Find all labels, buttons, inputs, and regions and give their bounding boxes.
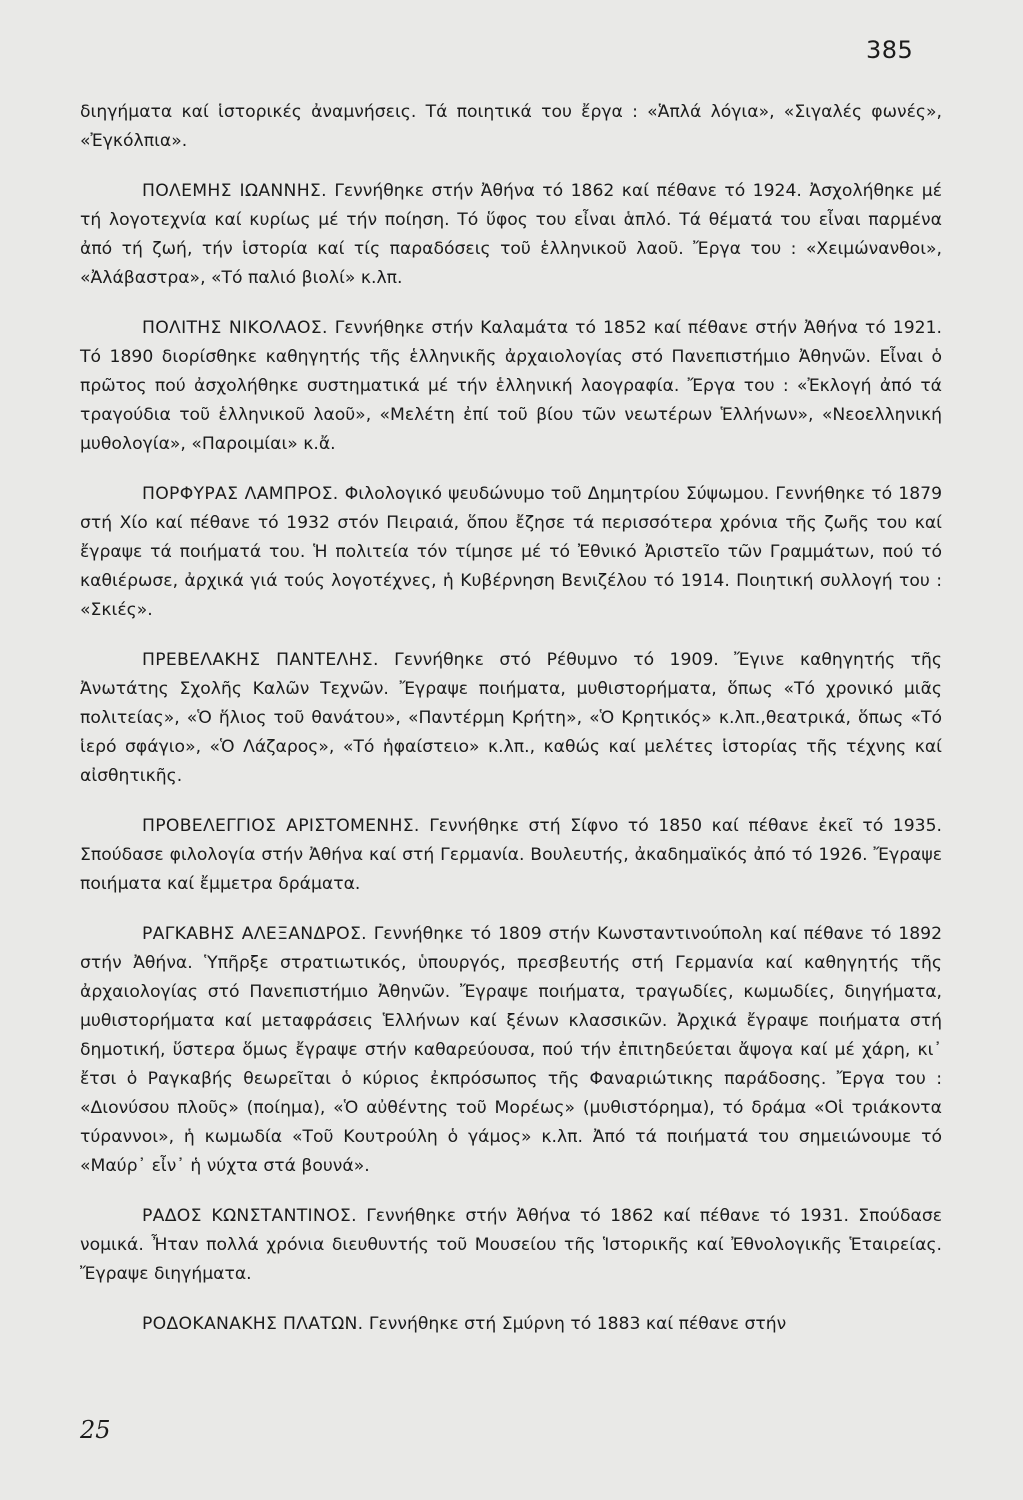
entry-text: Γεννήθηκε τό 1809 στήν Κωνσταντινούπολη καί πέθανε τό 1892 στήν Ἀθήνα. Ὑπῆρξε στρατιωτικός, ὑπουργός, πρεσβευτής στή Γερμανία καί καθηγητής τῆς ἀρχαιολογίας στό Πανεπιστήμιο Ἀθηνῶν. Ἔγραψε ποιήματα, τραγωδίες, κωμωδίες, διηγήματα, μυθιστορήματα καί μεταφράσεις Ἑλλήνων καί ξένων κλασσικῶν. Ἀρχικά ἔγραψε ποιήματα στή δημοτική, ὕστερα ὅμως ἔγραψε στήν καθαρεύουσα, πού τήν ἐπιτηδεύεται ἄψογα καί μέ χάρη, κι᾿ ἔτσι ὁ Ραγκαβής θεωρεῖται ὁ κύριος ἐκπρόσωπος τῆς Φαναριώτικης παράδοσης. Ἔργα του : «Διονύσου πλοῦς» (ποίημα), «Ὁ αὐθέντης τοῦ Μορέως» (μυθιστόρημα), τό δράμα «Οἱ τριάκοντα τύραννοι», ἡ κωμωδία «Τοῦ Κουτρούλη ὁ γάμος» κ.λπ. Ἀπό τά ποιήματά του σημειώνουμε τό «Μαύρ᾿ εἶν᾿ ἡ νύχτα στά βουνά». [80, 924, 942, 1176]
text-column [80, 98, 942, 1360]
entry-text: Γεννήθηκε στήν Καλαμάτα τό 1852 καί πέθανε στήν Ἀθήνα τό 1921. Τό 1890 διορίσθηκε καθηγητής τῆς ἑλληνικῆς ἀρχαιολογίας στό Πανεπιστήμιο Ἀθηνῶν. Εἶναι ὁ πρῶτος πού ἀσχολήθηκε συστηματικά μέ τήν ἑλληνική λαογραφία. Ἔργα του : «Ἐκλογή ἀπό τά τραγούδια τοῦ ἑλληνικοῦ λαοῦ», «Μελέτη ἐπί τοῦ βίου τῶν νεωτέρων Ἑλλήνων», «Νεοελληνική μυθολογία», «Παροιμίαι» κ.ἄ. [80, 318, 943, 454]
page-number: 385 [866, 36, 914, 64]
entry-prevelakis [80, 646, 942, 791]
entry-name: ΠΟΛΙΤΗΣ ΝΙΚΟΛΑΟΣ. [142, 318, 328, 338]
entry-name: ΡΑΔΟΣ ΚΩΝΣΤΑΝΤΙΝΟΣ. [142, 1206, 357, 1226]
signature-mark: 25 [80, 1416, 111, 1444]
entry-name: ΡΟΔΟΚΑΝΑΚΗΣ ΠΛΑΤΩΝ. [142, 1314, 364, 1334]
entry-provelengios [80, 812, 942, 899]
entry-porfyras [80, 480, 942, 625]
entry-rados [80, 1202, 942, 1289]
entry-rodokanakis [80, 1310, 942, 1339]
entry-text: Γεννήθηκε στό Ρέθυμνο τό 1909. Ἔγινε καθηγητής τῆς Ἀνωτάτης Σχολῆς Καλῶν Τεχνῶν. Ἔγραψε ποιήματα, μυθιστορήματα, ὅπως «Τό χρονικό μιᾶς πολιτείας», «Ὁ ἥλιος τοῦ θανάτου», «Παντέρμη Κρήτη», «Ὁ Κρητικός» κ.λπ.,θεατρικά, ὅπως «Τό ἱερό σφάγιο», «Ὁ Λάζαρος», «Τό ἡφαίστειο» κ.λπ., καθώς καί μελέτες ἱστορίας τῆς τέχνης καί αἰσθητικῆς. [80, 650, 942, 786]
entry-text: Φιλολογικό ψευδώνυμο τοῦ Δημητρίου Σύψωμου. Γεννήθηκε τό 1879 στή Χίο καί πέθανε τό 1932 στόν Πειραιά, ὅπου ἔζησε τά περισσότερα χρόνια τῆς ζωῆς του καί ἔγραψε τά ποιήματά του. Ἡ πολιτεία τόν τίμησε μέ τό Ἐθνικό Ἀριστεῖο τῶν Γραμμάτων, πού τό καθιέρωσε, ἀρχικά γιά τούς λογοτέχνες, ἡ Κυβέρνηση Βενιζέλου τό 1914. Ποιητική συλλογή του : «Σκιές». [80, 484, 943, 620]
entry-ragkavis [80, 920, 942, 1181]
entry-name: ΡΑΓΚΑΒΗΣ ΑΛΕΞΑΝΔΡΟΣ. [142, 924, 367, 944]
entry-politis [80, 314, 942, 459]
entry-polemis [80, 177, 942, 293]
entry-name: ΠΟΛΕΜΗΣ ΙΩΑΝΝΗΣ. [142, 181, 327, 201]
entry-name: ΠΡΟΒΕΛΕΓΓΙΟΣ ΑΡΙΣΤΟΜΕΝΗΣ. [142, 816, 420, 836]
entry-text: Γεννήθηκε στή Σμύρνη τό 1883 καί πέθανε στήν [368, 1314, 787, 1334]
entry-text: Γεννήθηκε στήν Ἀθήνα τό 1862 καί πέθανε τό 1931. Σπούδασε νομικά. Ἦταν πολλά χρόνια διευθυντής τοῦ Μουσείου τῆς Ἱστορικῆς καί Ἐθνολογικῆς Ἑταιρείας. Ἔγραψε διηγήματα. [80, 1206, 943, 1284]
entry-name: ΠΟΡΦΥΡΑΣ ΛΑΜΠΡΟΣ. [142, 484, 339, 504]
intro-paragraph: διηγήματα καί ἱστορικές ἀναμνήσεις. Τά ποιητικά του ἔργα : «Ἁπλά λόγια», «Σιγαλές φωνές», «Ἐγκόλπια». [80, 102, 942, 151]
entry-name: ΠΡΕΒΕΛΑΚΗΣ ΠΑΝΤΕΛΗΣ. [142, 650, 379, 670]
entry-text: Γεννήθηκε στή Σίφνο τό 1850 καί πέθανε ἐκεῖ τό 1935. Σπούδασε φιλολογία στήν Ἀθήνα καί στή Γερμανία. Βουλευτής, ἀκαδημαϊκός ἀπό τό 1926. Ἔγραψε ποιήματα καί ἔμμετρα δράματα. [80, 816, 943, 894]
entry-text: Γεννήθηκε στήν Ἀθήνα τό 1862 καί πέθανε τό 1924. Ἀσχολήθηκε μέ τή λογοτεχνία καί κυρίως μέ τήν ποίηση. Τό ὕφος του εἶναι ἁπλό. Τά θέματά του εἶναι παρμένα ἀπό τή ζωή, τήν ἱστορία καί τίς παραδόσεις τοῦ ἑλληνικοῦ λαοῦ. Ἔργα του : «Χειμώνανθοι», «Ἀλάβαστρα», «Τό παλιό βιολί» κ.λπ. [80, 181, 942, 288]
